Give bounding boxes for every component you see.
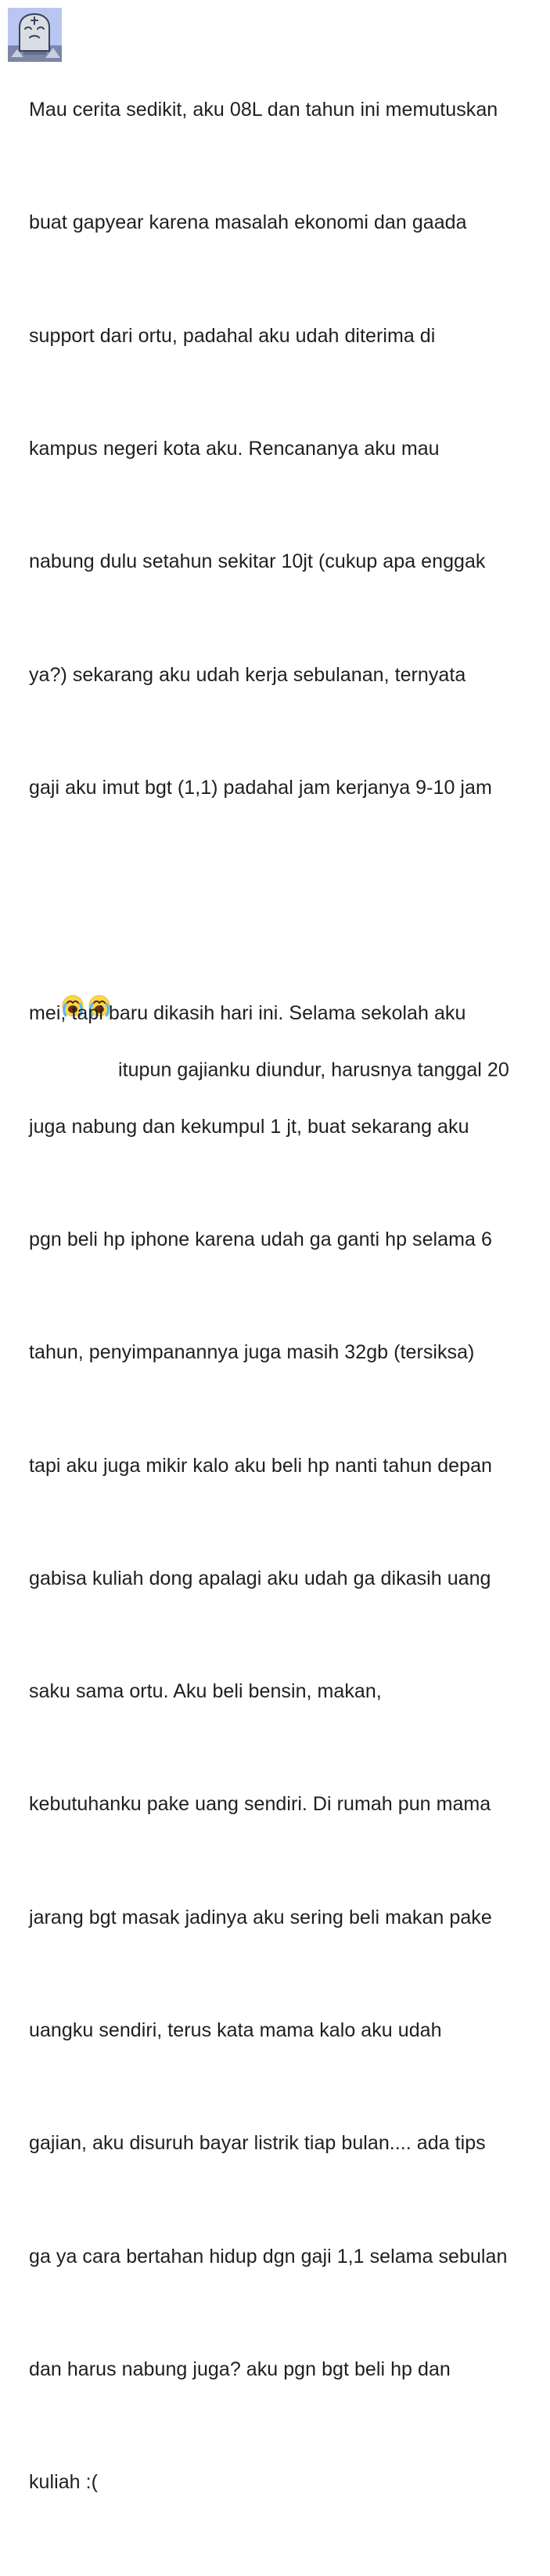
post-text-line: kampus negeri kota aku. Rencananya aku mau xyxy=(29,438,440,460)
post-text-line: ga ya cara bertahan hidup dgn gaji 1,1 selama sebulan xyxy=(29,2245,508,2268)
post-text-line: kebutuhanku pake uang sendiri. Di rumah pun mama xyxy=(29,1793,491,1816)
post-text-line: buat gapyear karena masalah ekonomi dan gaada xyxy=(29,211,467,234)
post-text-line: jarang bgt masak jadinya aku sering beli makan pake xyxy=(29,1906,492,1928)
post-text-line: gajian, aku disuruh bayar listrik tiap bulan.... ada tips xyxy=(29,2132,486,2155)
post-text-line: tapi aku juga mikir kalo aku beli hp nanti tahun depan xyxy=(29,1454,492,1477)
post-text xyxy=(29,16,530,2576)
post-text-line: gaji aku imut bgt (1,1) padahal jam kerjanya 9-10 jam xyxy=(29,776,492,799)
post-text-line: gabisa kuliah dong apalagi aku udah ga dikasih uang xyxy=(29,1567,491,1589)
post-text-line: itupun gajianku diundur, harusnya tanggal 20 xyxy=(117,1059,509,1081)
post-text-line: tahun, penyimpanannya juga masih 32gb (tersiksa) xyxy=(29,1341,475,1364)
post-text-line: juga nabung dan kekumpul 1 jt, buat sekarang aku xyxy=(29,1115,469,1138)
post-text-line: ya?) sekarang aku udah kerja sebulanan, ternyata xyxy=(29,663,466,686)
post-text-line: Mau cerita sedikit, aku 08L dan tahun ini memutuskan xyxy=(29,99,498,121)
post-text-line: saku sama ortu. Aku beli bensin, makan, xyxy=(29,1680,382,1703)
post-text-line: mei, tapi baru dikasih hari ini. Selama sekolah aku xyxy=(29,1002,466,1025)
post-text-line: uangku sendiri, terus kata mama kalo aku udah xyxy=(29,2019,442,2041)
post-text-line: pgn beli hp iphone karena udah ga ganti hp selama 6 xyxy=(29,1228,492,1250)
post-text-line: kuliah :( xyxy=(29,2471,98,2494)
post-text-line: support dari ortu, padahal aku udah diterima di xyxy=(29,324,436,347)
post-text-line: dan harus nabung juga? aku pgn bgt beli hp dan xyxy=(29,2358,451,2380)
loudly-crying-face-icon xyxy=(62,919,112,942)
post-text-line: nabung dulu setahun sekitar 10jt (cukup apa enggak xyxy=(29,550,486,573)
